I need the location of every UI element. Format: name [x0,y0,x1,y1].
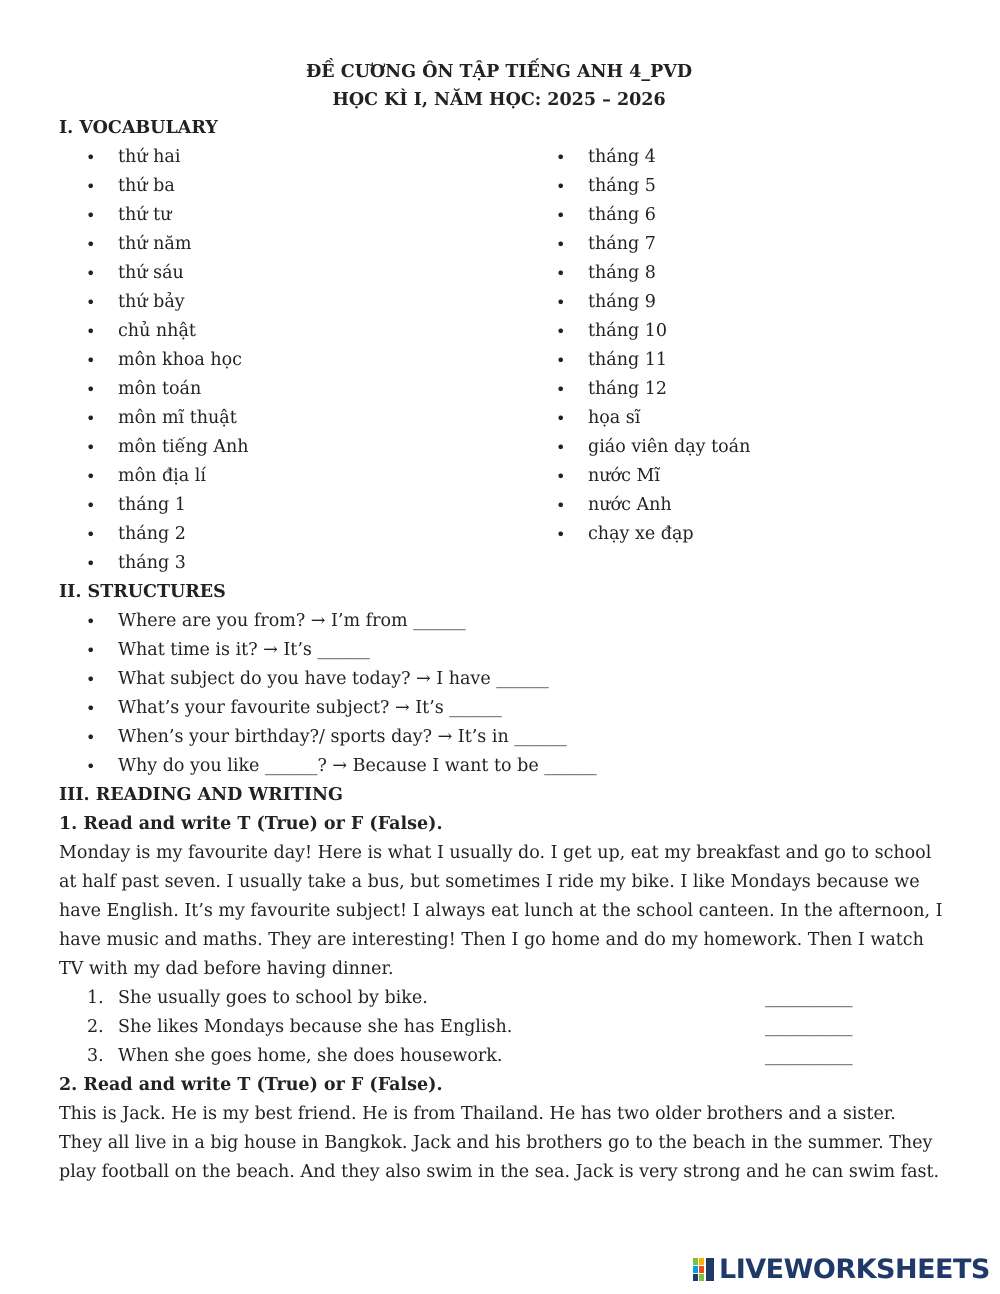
structure-item: • What’s your favourite subject? → It’s ______ [59,694,939,723]
title-line-2: HỌC KÌ I, NĂM HỌC: 2025 – 2026 [332,90,666,110]
vocabulary-item: • tháng 4 [529,143,750,172]
vocabulary-item: • thứ bảy [59,288,249,317]
vocabulary-item: • tháng 8 [529,259,750,288]
answer-blank[interactable]: __________ [765,1017,853,1037]
structure-item: • When’s your birthday?/ sports day? → It’s in ______ [59,723,939,752]
vocabulary-item: • nước Anh [529,491,750,520]
vocabulary-item: • tháng 3 [59,549,249,578]
vocabulary-item: • chủ nhật [59,317,249,346]
vocabulary-item: • tháng 2 [59,520,249,549]
vocabulary-item: • nước Mĩ [529,462,750,491]
vocabulary-item: • chạy xe đạp [529,520,750,549]
statement-item [59,984,939,1013]
structure-item: • What subject do you have today? → I have ______ [59,665,939,694]
vocabulary-item: • tháng 12 [529,375,750,404]
exercise-1-passage: Monday is my favourite day! Here is what I usually do. I get up, eat my breakfast and go to school at half past seven. I usually take a bus, but sometimes I ride my bike. I like Mondays because we have English. It’s my favourite subject! I always eat lunch at the school canteen. In the afternoon, I have music and maths. They are interesting! Then I go home and do my homework. Then I watch TV with my dad before having dinner. [59,843,943,979]
liveworksheets-logo-icon [693,1256,715,1282]
structure-item: • Why do you like ______? → Because I want to be ______ [59,752,939,781]
statement-text: She likes Mondays because she has English. [118,1017,513,1037]
vocabulary-item: • tháng 5 [529,172,750,201]
worksheet-page [59,58,943,1187]
liveworksheets-logo-text: LIVEWORKSHEETS [719,1253,990,1285]
structure-item: • Where are you from? → I’m from ______ [59,607,939,636]
exercise-1-title: 1. Read and write T (True) or F (False). [59,814,443,834]
vocabulary-item: • tháng 1 [59,491,249,520]
vocabulary-item: • môn khoa học [59,346,249,375]
vocabulary-item: • môn toán [59,375,249,404]
vocabulary-item: • môn địa lí [59,462,249,491]
vocabulary-item: • môn mĩ thuật [59,404,249,433]
exercise-2-title: 2. Read and write T (True) or F (False). [59,1075,443,1095]
vocabulary-item: • tháng 9 [529,288,750,317]
statement-item [59,1042,939,1071]
exercise-1-statements [59,984,939,1071]
vocabulary-item: • thứ sáu [59,259,249,288]
answer-blank[interactable]: __________ [765,988,853,1008]
vocabulary-left-column [59,143,249,578]
vocabulary-section [59,143,939,578]
worksheet-title [59,58,939,114]
structure-item: • What time is it? → It’s ______ [59,636,939,665]
vocabulary-item: • tháng 10 [529,317,750,346]
statement-text: She usually goes to school by bike. [118,988,428,1008]
statement-number: 3. [87,1046,104,1066]
statement-number: 2. [87,1017,104,1037]
vocabulary-item: • thứ năm [59,230,249,259]
vocabulary-item: • họa sĩ [529,404,750,433]
structures-list [59,607,939,781]
vocabulary-heading: I. VOCABULARY [59,118,218,138]
statement-item [59,1013,939,1042]
vocabulary-item: • tháng 7 [529,230,750,259]
vocabulary-item: • môn tiếng Anh [59,433,249,462]
statement-text: When she goes home, she does housework. [118,1046,503,1066]
reading-writing-heading: III. READING AND WRITING [59,785,343,805]
title-line-1: ĐỀ CƯƠNG ÔN TẬP TIẾNG ANH 4_PVD [306,62,692,82]
liveworksheets-logo[interactable] [693,1254,990,1284]
exercise-2-passage: This is Jack. He is my best friend. He is from Thailand. He has two older brothers and a sister. They all live in a big house in Bangkok. Jack and his brothers go to the beach in the summer. They play football on the beach. And they also swim in the sea. Jack is very strong and he can swim fast. [59,1104,940,1182]
vocabulary-item: • tháng 11 [529,346,750,375]
structures-heading: II. STRUCTURES [59,582,226,602]
vocabulary-item: • thứ hai [59,143,249,172]
vocabulary-item: • giáo viên dạy toán [529,433,750,462]
vocabulary-right-column [529,143,750,549]
vocabulary-item: • thứ tư [59,201,249,230]
vocabulary-item: • thứ ba [59,172,249,201]
answer-blank[interactable]: __________ [765,1046,853,1066]
vocabulary-item: • tháng 6 [529,201,750,230]
statement-number: 1. [87,988,104,1008]
